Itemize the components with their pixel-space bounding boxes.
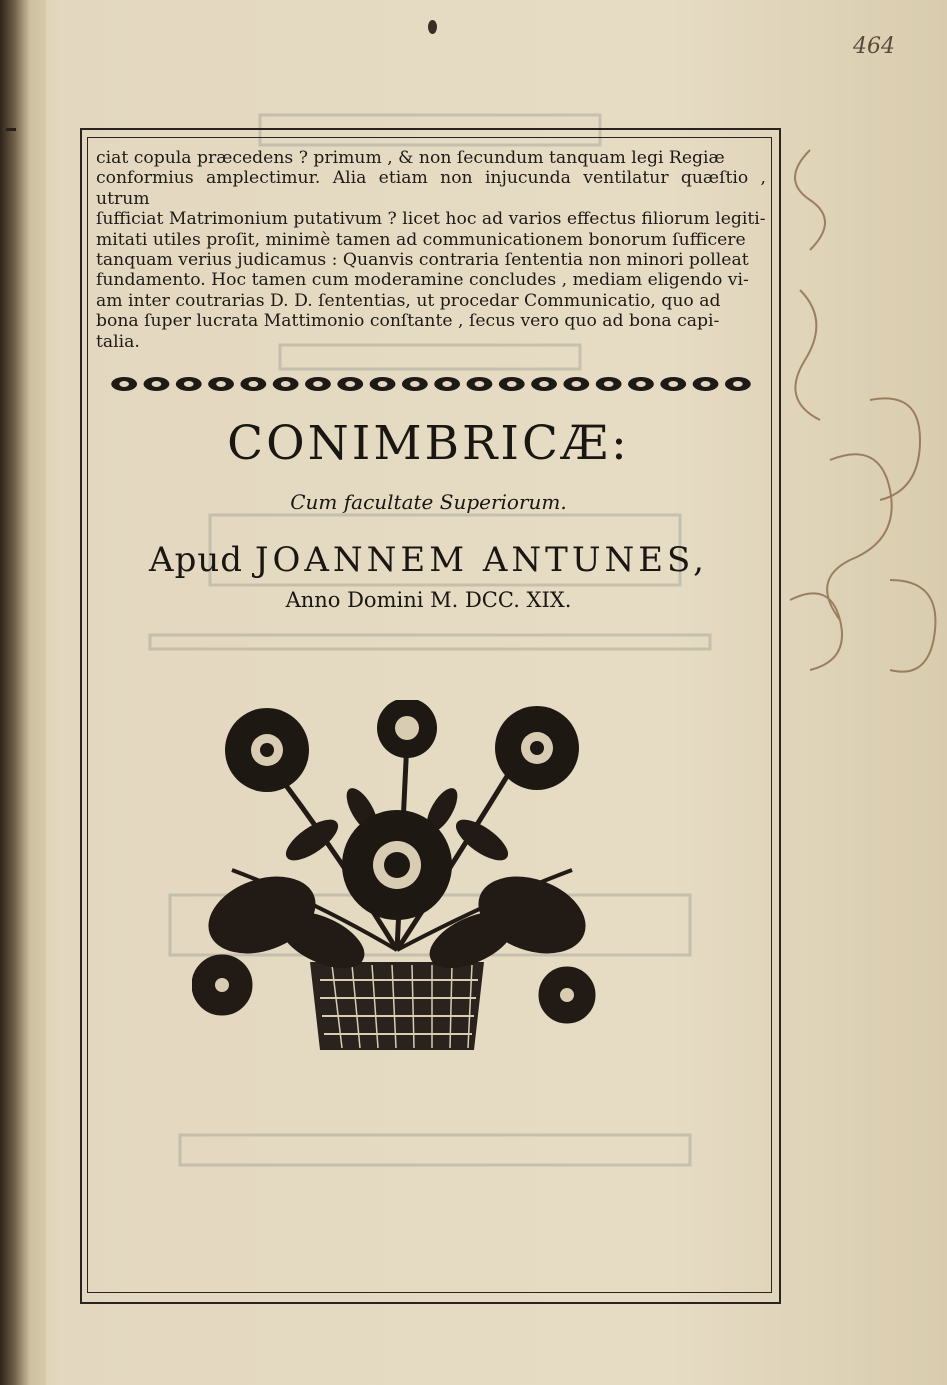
pencil-marginalia bbox=[770, 60, 947, 700]
book-gutter bbox=[0, 0, 46, 1385]
fleuron-ornament bbox=[434, 377, 460, 391]
fleuron-ornament bbox=[305, 377, 331, 391]
ink-spot bbox=[428, 20, 437, 34]
fleuron-ornament bbox=[240, 377, 266, 391]
imprint-printer: JOANNEM ANTUNES, bbox=[254, 540, 708, 580]
fleuron-ornament bbox=[402, 377, 428, 391]
body-line: am inter coutrarias D. D. ſententias, ut procedar Communicatio, quo ad bbox=[96, 290, 721, 311]
fleuron-ornament bbox=[144, 377, 170, 391]
imprint-year: Anno Domini M. DCC. XIX. bbox=[285, 588, 572, 612]
body-line: ciat copula præcedens ? primum , & non ſecundum tanquam legi Regiæ bbox=[96, 148, 725, 168]
page-number: 464 bbox=[853, 34, 895, 59]
imprint-faculty: Cum facultate Superiorum. bbox=[290, 490, 567, 514]
body-paragraph bbox=[96, 148, 766, 352]
fleuron-ornament bbox=[176, 377, 202, 391]
flower-heads bbox=[215, 700, 579, 1002]
body-line: mitati utiles proſit, minimè tamen ad communicationem bonorum ſufficere bbox=[96, 229, 746, 250]
fleuron-ornament bbox=[596, 377, 622, 391]
body-line: talia. bbox=[96, 331, 140, 352]
fleuron-ornament bbox=[628, 377, 654, 391]
gutter-mark bbox=[6, 128, 16, 131]
fleuron-ornament bbox=[563, 377, 589, 391]
basket bbox=[310, 962, 484, 1050]
body-line: ſufficiat Matrimonium putativum ? licet hoc ad varios effectus filiorum legiti- bbox=[96, 209, 766, 230]
fleuron-ornament bbox=[111, 377, 137, 391]
fleuron-ornament bbox=[467, 377, 493, 391]
fleuron-ornament bbox=[499, 377, 525, 391]
body-line: bona ſuper lucrata Mattimonio conſtante , ſecus vero quo ad bona capi- bbox=[96, 311, 720, 332]
fleuron-ornament bbox=[660, 377, 686, 391]
flower-basket-woodcut-icon bbox=[192, 700, 602, 1070]
fleuron-ornament bbox=[531, 377, 557, 391]
fleuron-ornament bbox=[337, 377, 363, 391]
fleuron-ornament bbox=[273, 377, 299, 391]
imprint-apud: Apud bbox=[149, 540, 244, 580]
imprint-city: CONIMBRICÆ: bbox=[227, 416, 630, 471]
fleuron-ornament bbox=[208, 377, 234, 391]
body-line: fundamento. Hoc tamen cum moderamine concludes , mediam eligendo vi- bbox=[96, 270, 749, 291]
fleuron-ornament bbox=[370, 377, 396, 391]
body-line: tanquam verius judicamus : Quanvis contraria ſententia non minori polleat bbox=[96, 250, 749, 271]
imprint-printer-line bbox=[0, 540, 857, 580]
fleuron-ornament bbox=[725, 377, 751, 391]
fleuron-ornament-row bbox=[108, 374, 754, 394]
body-line: conformius amplectimur. Alia etiam non injucunda ventilatur quæſtio , utrum bbox=[96, 168, 766, 209]
fleuron-ornament bbox=[693, 377, 719, 391]
